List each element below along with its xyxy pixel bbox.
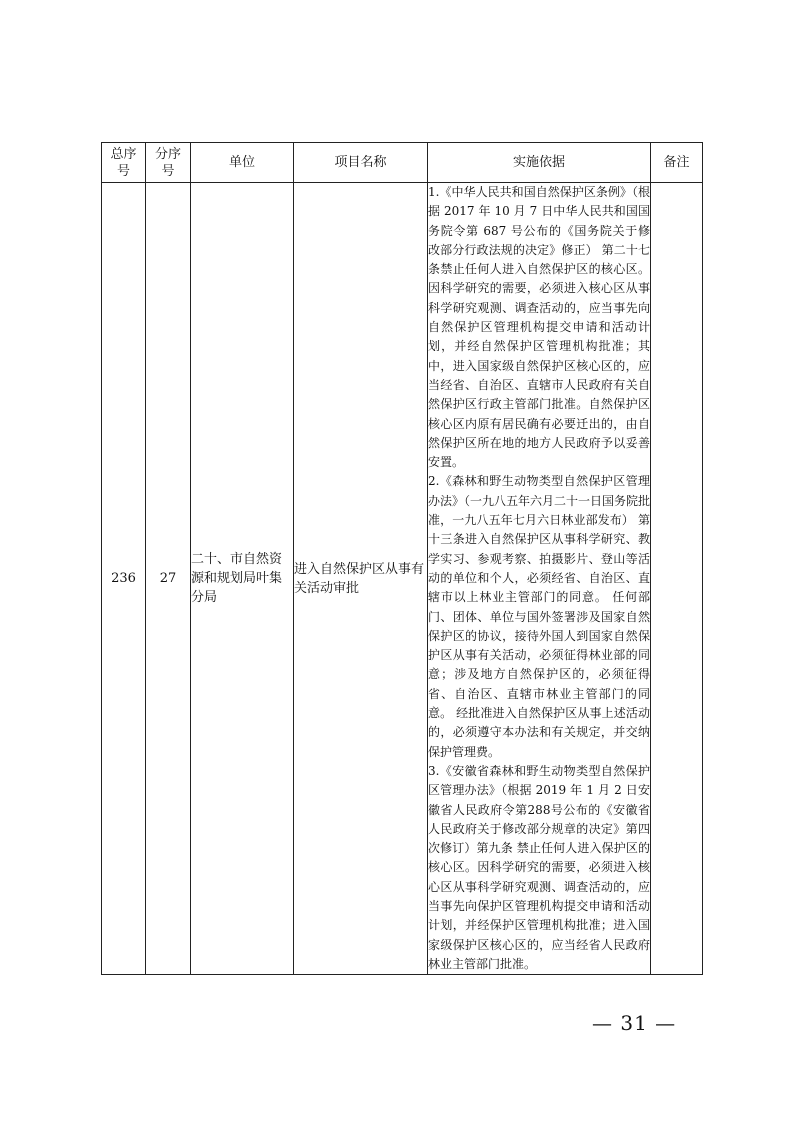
header-basis: 实施依据 [428,143,651,183]
header-item-name: 项目名称 [294,143,428,183]
approval-items-table [101,142,703,975]
cell-unit: 二十、市自然资源和规划局叶集分局 [191,183,294,975]
cell-basis [428,183,651,975]
basis-item-3: 3.《安徽省森林和野生动物类型自然保护区管理办法》（根据 2019 年 1 月 2 日安徽省人民政府令第288号公布的《安徽省人民政府关于修改部分规章的决定》第四次修订）第九条 禁止任何人进入保护区的核心区。因科学研究的需要，必须进入核心区从事科学研究观测、调查活动的，应当事先向保护区管理机构提交申请和活动计划，并经保护区管理机构批准；进入国家级保护区核心区的，应当经省人民政府林业主管部门批准。 [428,763,650,971]
header-remark: 备注 [651,143,703,183]
table-row [102,183,703,975]
header-sub-no: 分序号 [146,143,191,183]
header-unit: 单位 [191,143,294,183]
table-header-row [102,143,703,183]
cell-item-name: 进入自然保护区从事有关活动审批 [294,183,428,975]
cell-remark [651,183,703,975]
basis-item-2: 2.《森林和野生动物类型自然保护区管理办法》（一九八五年六月二十一日国务院批准，一九八五年七月六日林业部发布） 第十三条进入自然保护区从事科学研究、教学实习、参观考察、拍摄影片、登山等活动的单位和个人，必须经省、自治区、直辖市以上林业主管部门的同意。 任何部门、团体、单位与国外签署涉及国家自然保护区的协议，接待外国人到国家自然保护区从事有关活动，必须征得林业部的同意；涉及地方自然保护区的，必须征得省、自治区、直辖市林业主管部门的同意。 经批准进入自然保护区从事上述活动的，必须遵守本办法和有关规定，并交纳保护管理费。 [428,474,651,759]
header-total-no: 总序号 [102,143,146,183]
cell-sub-no: 27 [146,183,191,975]
page-number: — 31 — [592,1011,677,1035]
cell-total-no: 236 [102,183,146,975]
basis-item-1: 1.《中华人民共和国自然保护区条例》（根据 2017 年 10 月 7 日中华人民共和国国务院令第 687 号公布的《国务院关于修改部分行政法规的决定》修正） 第二十七条禁止任何人进入自然保护区的核心区。因科学研究的需要，必须进入核心区从事科学研究观测、调查活动的，应当事先向自然保护区管理机构提交申请和活动计划，并经自然保护区管理机构批准；其中，进入国家级自然保护区核心区的，应当经省、自治区、直辖市人民政府有关自然保护区行政主管部门批准。自然保护区核心区内原有居民确有必要迁出的，由自然保护区所在地的地方人民政府予以妥善安置。 [428,185,650,470]
